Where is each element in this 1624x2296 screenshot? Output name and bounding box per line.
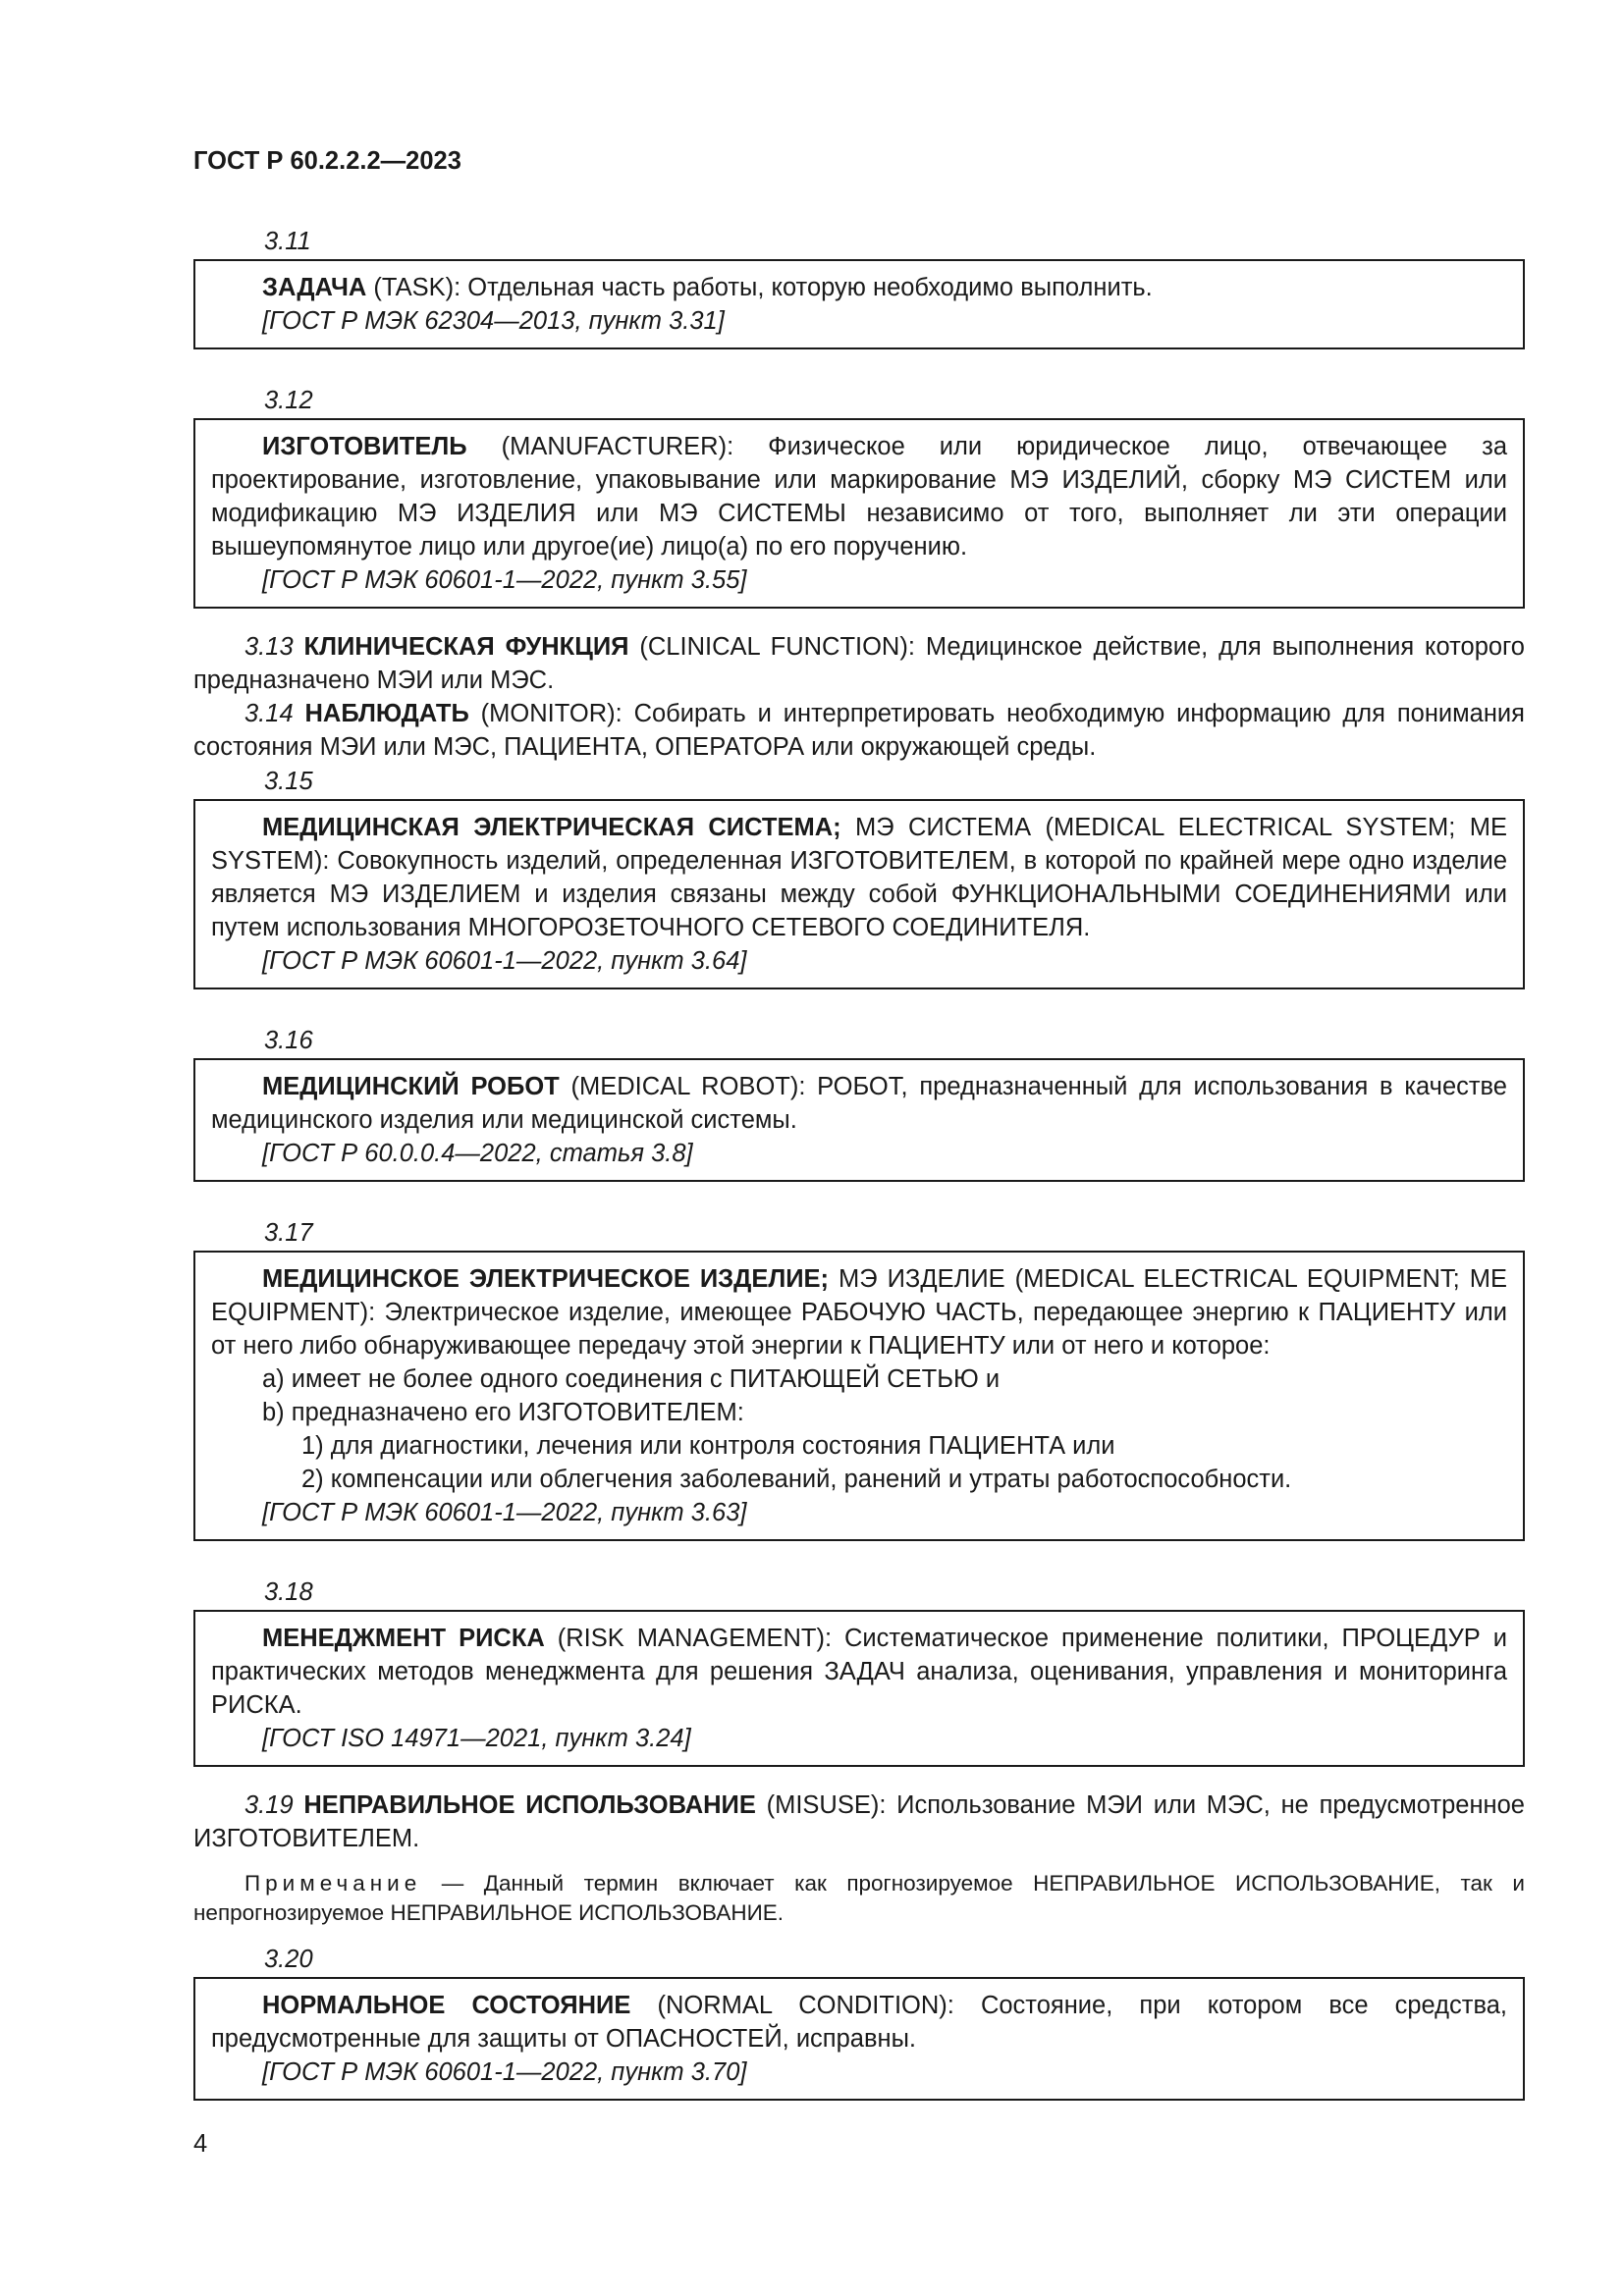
list-item-b: b) предназначено его ИЗГОТОВИТЕЛЕМ: [262,1399,744,1426]
term-box-3-17 [193,1251,1525,1541]
list-item-b-2: 2) компенсации или облегчения заболеваний, ранений и утраты работоспособности. [301,1466,1292,1493]
term-definition-3-18 [211,1622,1507,1722]
spacer [193,609,1525,630]
term-box-3-16 [193,1058,1525,1182]
term-text: МЭ ИЗДЕЛИЕ (MEDICAL ELECTRICAL EQUIPMENT; ME EQUIPMENT): Электрическое изделие, имеющее РАБОЧУЮ ЧАСТЬ, передающее энергию к ПАЦИЕНТУ или от него либо обнаруживающее передачу этой энергии к ПАЦИЕНТУ или от него и которое: [211,1265,1507,1360]
page-header-standard-id: ГОСТ Р 60.2.2.2—2023 [193,147,461,175]
term-text: (MISUSE): Использование МЭИ или МЭС, не предусмотренное ИЗГОТОВИТЕЛЕМ. [193,1791,1525,1852]
term-name: КЛИНИЧЕСКАЯ ФУНКЦИЯ [303,633,629,661]
term-text: (MONITOR): Собирать и интерпретировать необходимую информацию для понимания состояния МЭИ или МЭС, ПАЦИЕНТА, ОПЕРАТОРА или окружающей среды. [193,700,1525,761]
spacer [193,1928,1525,1942]
term-name: НЕПРАВИЛЬНОЕ ИСПОЛЬЗОВАНИЕ [303,1791,756,1819]
spacer [193,1182,1525,1215]
term-name: МЕДИЦИНСКИЙ РОБОТ [262,1073,560,1100]
term-number-3-20: 3.20 [264,1946,313,1973]
term-definition-3-16 [211,1070,1507,1137]
term-number-3-13: 3.13 [244,633,294,661]
term-text: (RISK MANAGEMENT): Систематическое применение политики, ПРОЦЕДУР и практических методов менеджмента для решения ЗАДАЧ анализа, оценивания, управления и мониторинга РИСКА. [211,1625,1507,1719]
note-text: — Данный термин включает как прогнозируемое НЕПРАВИЛЬНОЕ ИСПОЛЬЗОВАНИЕ, так и непрогнозируемое НЕПРАВИЛЬНОЕ ИСПОЛЬЗОВАНИЕ. [193,1871,1525,1925]
term-reference-3-18: [ГОСТ ISO 14971—2021, пункт 3.24] [262,1725,691,1752]
terms-section [193,224,1525,2101]
term-name: МЕДИЦИНСКАЯ ЭЛЕКТРИЧЕСКАЯ СИСТЕМА; [262,814,841,841]
spacer [193,1767,1525,1789]
term-box-3-15 [193,799,1525,989]
spacer [193,989,1525,1023]
term-text: (TASK): Отдельная часть работы, которую необходимо выполнить. [366,274,1153,301]
term-reference-3-17: [ГОСТ Р МЭК 60601-1—2022, пункт 3.63] [262,1499,747,1526]
note-label: Примечание [244,1871,422,1896]
term-number-3-15: 3.15 [264,768,313,795]
term-paragraph-3-13 [193,630,1525,697]
term-name: ИЗГОТОВИТЕЛЬ [262,433,467,460]
term-text: МЭ СИСТЕМА (MEDICAL ELECTRICAL SYSTEM; ME SYSTEM): Совокупность изделий, определенная ИЗГОТОВИТЕЛЕМ, в которой по крайней мере одно изделие является МЭ ИЗДЕЛИЕМ и изделия связаны между собой ФУНКЦИОНАЛЬНЫМИ СОЕДИНЕНИЯМИ или путем использования МНОГОРОЗЕТОЧНОГО СЕТЕВОГО СОЕДИНИТЕЛЯ. [211,814,1507,941]
page-number: 4 [193,2130,208,2158]
term-definition-3-20 [211,1989,1507,2056]
term-reference-3-11: [ГОСТ Р МЭК 62304—2013, пункт 3.31] [262,307,725,335]
term-reference-3-12: [ГОСТ Р МЭК 60601-1—2022, пункт 3.55] [262,566,747,594]
term-definition-3-11 [211,271,1507,304]
term-number-3-19: 3.19 [244,1791,294,1819]
term-text: (NORMAL CONDITION): Состояние, при котором все средства, предусмотренные для защиты от ОПАСНОСТЕЙ, исправны. [211,1992,1508,2053]
term-box-3-11 [193,259,1525,349]
term-paragraph-3-19 [193,1789,1525,1855]
term-name: МЕНЕДЖМЕНТ РИСКА [262,1625,545,1652]
term-definition-3-12 [211,430,1507,563]
term-box-3-20 [193,1977,1525,2101]
term-text: (MANUFACTURER): Физическое или юридическое лицо, отвечающее за проектирование, изготовление, упаковывание или маркирование МЭ ИЗДЕЛИЙ, сборку МЭ СИСТЕМ или модификацию МЭ ИЗДЕЛИЯ или МЭ СИСТЕМЫ независимо от того, выполняет ли эти операции вышеупомянутое лицо или другое(ие) лицо(а) по его поручению. [211,433,1507,561]
list-item-a: a) имеет не более одного соединения с ПИТАЮЩЕЙ СЕТЬЮ и [262,1365,1001,1393]
note-3-19 [193,1869,1525,1928]
term-box-3-18 [193,1610,1525,1767]
spacer [193,1855,1525,1869]
term-reference-3-15: [ГОСТ Р МЭК 60601-1—2022, пункт 3.64] [262,947,747,975]
term-reference-3-16: [ГОСТ Р 60.0.0.4—2022, статья 3.8] [262,1140,693,1167]
term-paragraph-3-14 [193,697,1525,764]
term-definition-3-15 [211,811,1507,944]
term-name: ЗАДАЧА [262,274,367,301]
term-definition-3-17 [211,1262,1507,1362]
spacer [193,1541,1525,1575]
term-reference-3-20: [ГОСТ Р МЭК 60601-1—2022, пункт 3.70] [262,2058,747,2086]
term-number-3-17: 3.17 [264,1219,313,1247]
list-item-b-1: 1) для диагностики, лечения или контроля состояния ПАЦИЕНТА или [301,1432,1115,1460]
term-name: НАБЛЮДАТЬ [304,700,469,727]
term-number-3-16: 3.16 [264,1027,313,1054]
term-text: (CLINICAL FUNCTION): Медицинское действие, для выполнения которого предназначено МЭИ или МЭС. [193,633,1525,694]
term-number-3-18: 3.18 [264,1578,313,1606]
term-number-3-11: 3.11 [264,228,311,255]
term-number-3-12: 3.12 [264,387,313,414]
term-name: НОРМАЛЬНОЕ СОСТОЯНИЕ [262,1992,631,2019]
term-number-3-14: 3.14 [244,700,294,727]
spacer [193,349,1525,383]
term-name: МЕДИЦИНСКОЕ ЭЛЕКТРИЧЕСКОЕ ИЗДЕЛИЕ; [262,1265,830,1293]
term-text: (MEDICAL ROBOT): РОБОТ, предназначенный для использования в качестве медицинского изделия или медицинской системы. [211,1073,1507,1134]
term-box-3-12 [193,418,1525,609]
